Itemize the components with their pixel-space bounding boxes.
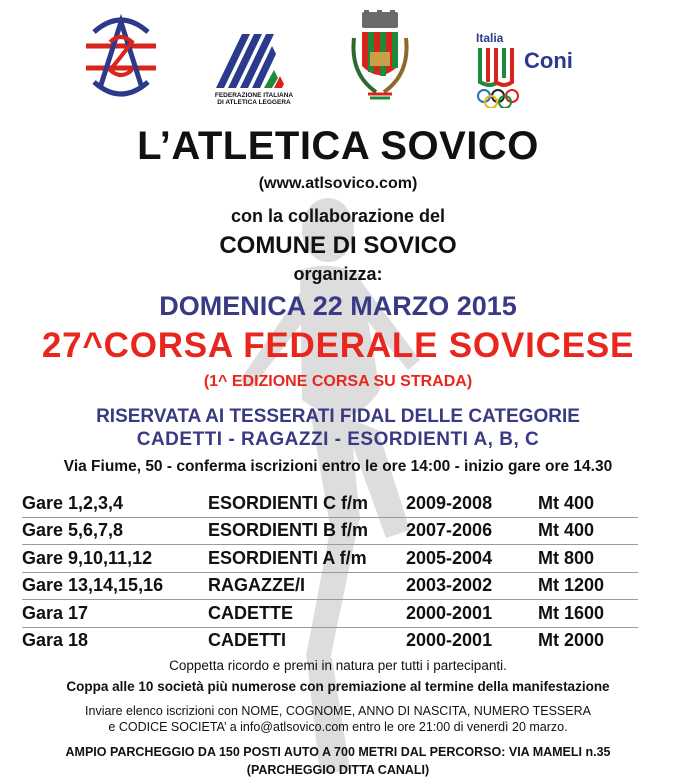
race-numbers: 9,10,11,12 [68, 545, 208, 573]
race-numbers: 13,14,15,16 [68, 572, 208, 600]
page-title: L’ATLETICA SOVICO [137, 124, 539, 168]
entries-note-2: e CODICE SOCIETA’ a info@atlsovico.com entro le ore 21:00 di venerdì 20 marzo. [108, 720, 568, 734]
organizza-text: organizza: [293, 264, 383, 284]
race-category: ESORDIENTI A f/m [208, 545, 406, 573]
race-label: Gare [22, 517, 68, 545]
race-category: ESORDIENTI B f/m [208, 517, 406, 545]
reserved-line-1: RISERVATA AI TESSERATI FIDAL DELLE CATEGORIE [96, 406, 580, 427]
website-text: (www.atlsovico.com) [258, 175, 418, 192]
table-row [22, 517, 638, 545]
race-distance: Mt 1600 [538, 600, 638, 628]
race-distance: Mt 400 [538, 517, 638, 545]
race-years: 2000-2001 [406, 600, 538, 628]
fidal-caption [196, 92, 312, 106]
fidal-caption-line1: FEDERAZIONE ITALIANA [214, 92, 294, 99]
comune-heading: COMUNE DI SOVICO [219, 232, 457, 259]
race-category: CADETTE [208, 600, 406, 628]
race-distance: Mt 2000 [538, 630, 605, 651]
race-years: 2000-2001 [406, 630, 493, 651]
parking-note: AMPIO PARCHEGGIO DA 150 POSTI AUTO A 700 METRI DAL PERCORSO: VIA MAMELI n.35 [65, 745, 611, 759]
race-years: 2009-2008 [406, 490, 538, 517]
race-numbers: 1,2,3,4 [68, 490, 208, 517]
reserved-line-2: CADETTI - RAGAZZI - ESORDIENTI A, B, C [136, 429, 540, 450]
collaboration-text: con la collaborazione del [230, 206, 446, 226]
race-label: Gare [22, 490, 68, 517]
table-row [22, 627, 638, 654]
race-category: ESORDIENTI C f/m [208, 490, 406, 517]
race-title: 27^CORSA FEDERALE SOVICESE [41, 326, 635, 365]
olympic-rings-icon [478, 90, 518, 108]
race-distance: Mt 800 [538, 545, 638, 573]
sovico-crest-icon [346, 8, 414, 108]
table-row [22, 572, 638, 600]
race-years: 2007-2006 [406, 517, 538, 545]
races-table [22, 490, 638, 654]
edition-subtitle: (1^ EDIZIONE CORSA SU STRADA) [203, 373, 473, 390]
race-years: 2003-2002 [406, 572, 538, 600]
race-category: RAGAZZE/I [208, 572, 406, 600]
race-years: 2005-2004 [406, 545, 538, 573]
table-row [22, 600, 638, 628]
venue-info: Via Fiume, 50 - conferma iscrizioni entro le ore 14:00 - inizio gare ore 14.30 [63, 458, 613, 475]
race-numbers: 18 [68, 630, 89, 651]
cup-note: Coppa alle 10 società più numerose con premiazione al termine della manifestazione [66, 679, 610, 694]
coni-name-text: Coni [524, 48, 573, 73]
coni-italia-text: Italia [476, 31, 504, 45]
race-label: Gara [22, 600, 68, 628]
atletica-sovico-logo [80, 12, 162, 102]
race-numbers: 5,6,7,8 [68, 517, 208, 545]
race-distance: Mt 1200 [538, 572, 638, 600]
fidal-caption-line2: DI ATLETICA LEGGERA [217, 99, 291, 106]
parking-subnote: (PARCHEGGIO DITTA CANALI) [246, 763, 430, 777]
race-label: Gara [22, 630, 64, 651]
race-category: CADETTI [208, 630, 286, 651]
coni-logo [474, 28, 604, 108]
race-numbers: 17 [68, 600, 208, 628]
table-row [22, 490, 638, 517]
prizes-note: Coppetta ricordo e premi in natura per tutti i partecipanti. [169, 658, 507, 673]
race-distance: Mt 400 [538, 490, 638, 517]
race-label: Gare [22, 572, 68, 600]
event-date: DOMENICA 22 MARZO 2015 [159, 291, 517, 321]
entries-note-1: Inviare elenco iscrizioni con NOME, COGNOME, ANNO DI NASCITA, NUMERO TESSERA [85, 704, 591, 718]
table-row [22, 545, 638, 573]
race-label: Gare [22, 545, 68, 573]
